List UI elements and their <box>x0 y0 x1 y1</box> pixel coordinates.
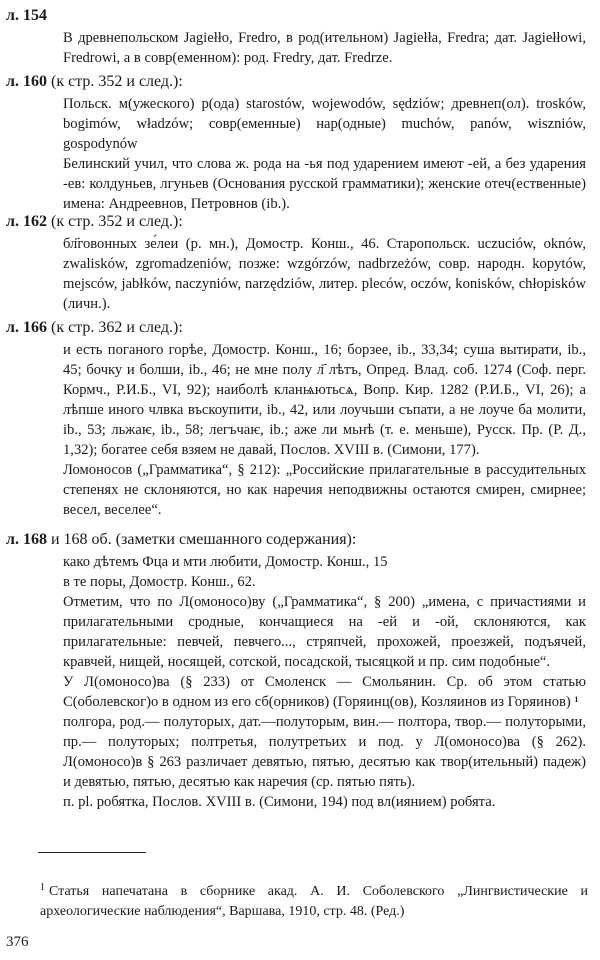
entry-body <box>63 234 586 314</box>
entry-paragraph: Польск. м(ужеского) р(ода) starostów, wojewodów, sędziów; древнеп(ол). trosków, bogimów, władzów; совр(еменные) нар(одные) muchów, panów, wiszniów, gospodynów <box>63 96 586 152</box>
footnote <box>40 882 588 921</box>
entry-paragraph: бл҃говонных зе́леи (р. мн.), Домостр. Конш., 46. Старопольск. uczuciów, oknów, zwalisków, zgromadzeniów, позже: wzgórzów, nadbrzeżów, совр. народн. kopytów, mejsców, jabłków, naczyniów, narzędziów, литер. pleców, oczów, konisków, chłopisków (личн.). <box>63 236 586 312</box>
footnote-text: Статья напечатана в сборнике акад. А. И. Соболевского „Лингвистические и археологические наблюдения“, Варшава, 1910, стр. 48. (Ред.) <box>40 884 588 919</box>
entry-label: л. 168 и 168 об. (заметки смешанного содержания): <box>6 531 357 548</box>
entry-paragraph: в те поры, Домостр. Конш., 62. <box>63 574 256 590</box>
entry-paragraph: Ломоносов („Грамматика“, § 212): „Российские прилагательные в рассудительных степенях не склоняются, но как наречия неподвижны остаются смирен, смирнее; весел, веселее“. <box>63 462 586 518</box>
entry-paragraph: и есть поганого горѣе, Домостр. Конш., 16; борзее, ib., 33,34; суша вытирати, ib., 45; бочку и болши, ib., 46; не мне полу л҃ лѣтъ, Опред. Влад. соб. 1274 (Соф. перг. Кормч., Р.И.Б., VI, 92); наиболѣ кланѩютьсѧ, Вопр. Кир. 1282 (Р.И.Б., VI, 26); а лѣпше иного члвка въскоупити, ib., 42, или лоучьши съпати, а не лоуче ба молити, ib., 53; льжаѥ, ib., 58; легъчаѥ, ib.; аже ли мьнѣ (т. е. меньше), Русск. Пр. (Р. Д., 1,32); богатее себя взяем не давай, Послов. XVIII в. (Симони, 177). <box>63 342 586 458</box>
entry-label: л. 166 (к стр. 362 и след.): <box>6 319 183 336</box>
entry-body <box>63 28 586 68</box>
entry-paragraph: п. pl. робятка, Послов. XVIII в. (Симони, 194) под вл(иянием) робята. <box>63 794 496 810</box>
entry-paragraph: Белинский учил, что слова ж. рода на -ья под ударением имеют -ей, а без ударения -ев: колдуньев, лгуньев (Основания русской грамматики); женские отеч(ественные) имена: Андреевнов, Петровнов (ib.). <box>63 156 586 212</box>
entry-body <box>63 340 586 520</box>
entry-paragraph: Отметим, что по Л(омоносо)ву („Грамматика“, § 200) „имена, с причастиями и прилагательными сродные, кончащиеся на -ей и -ой, склоняются, как прилагательные: певчей, певчего..., стряпчей, прохожей, проезжей, подъячей, кравчей, нищей, носящей, сотской, посадской, тысяцкой и пр. сим подобные“. <box>63 594 586 670</box>
footnote-mark: 1 <box>40 882 45 893</box>
entry-paragraph: полгора, род.— полуторых, дат.—полуторым, вин.— полтора, твор.— полуторыми, пр.— полуторых; полтретья, полутретьих и под. у Л(омоносо)ва (§ 262). Л(омоносо)в § 263 различает девятью, пятью, десятью как твор(ительный) падеж) и девятью, пятью, десятью как наречия (ср. пятью пять). <box>63 714 586 790</box>
footnote-rule <box>38 852 146 853</box>
entry-label: л. 162 (к стр. 352 и след.): <box>6 213 183 230</box>
entry-body <box>63 552 586 812</box>
entry-label: л. 154 <box>6 7 47 24</box>
entry-body <box>63 94 586 214</box>
entry-paragraph: како дѣтемъ Фца и мти любити, Домостр. Конш., 15 <box>63 554 388 570</box>
entry-label: л. 160 (к стр. 352 и след.): <box>6 73 183 90</box>
entry-paragraph: В древнепольском Jagiełło, Fredro, в род(ительном) Jagiełła, Fredra; дат. Jagiełłowi, Fredrowi, а в совр(еменном): род. Fredry, дат. Fredrze. <box>63 30 586 66</box>
entry-paragraph: У Л(омоносо)ва (§ 233) от Смоленск — Смольянин. Ср. об этом статью С(оболевског)о в одном из его сб(орников) (Горяинц(ов), Козляинов из Горяинов) ¹ <box>63 674 586 710</box>
page-number: 376 <box>6 934 29 950</box>
